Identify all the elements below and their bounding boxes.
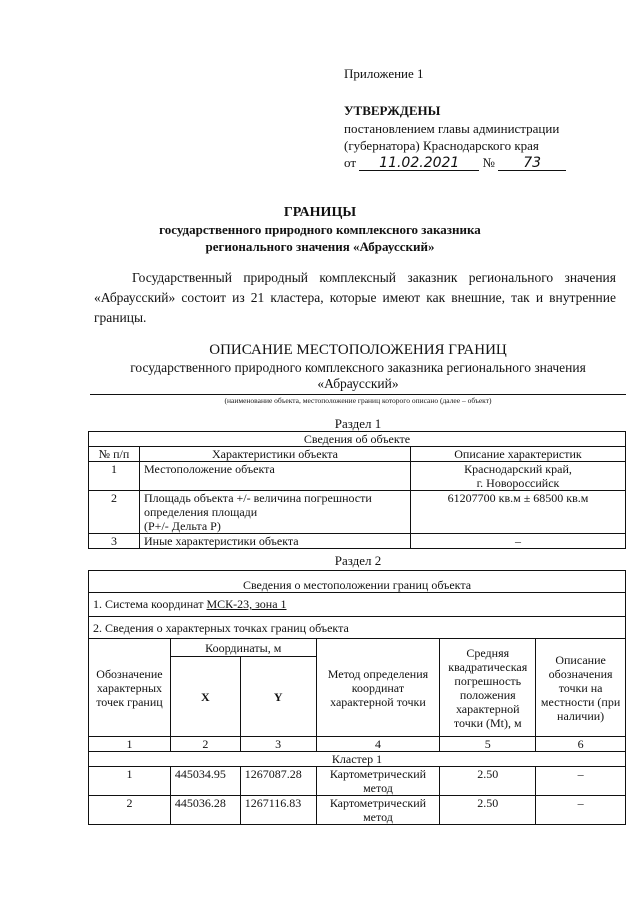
coord-system-value: МСК-23, зона 1 [206,597,287,611]
title-line-2: государственного природного комплексного заказника [159,222,481,237]
row-num: 3 [89,534,140,549]
row-description-line-2: г. Новороссийск [476,476,560,490]
point-method-line-1: Картометрический [329,767,427,781]
object-info-table-title: Сведения об объекте [89,432,626,447]
object-info-table [88,431,626,549]
title-line-1: ГРАНИЦЫ [283,205,357,220]
description-subtitle-line-2: «Абраусский» [317,376,399,391]
date-number-line [344,154,566,171]
col-number: 1 [89,737,171,752]
column-numbers-row [89,737,626,752]
description-subtitle [90,360,626,392]
point-y: 1267087.28 [240,767,316,796]
header-characteristic: Характеристики объекта [140,447,411,462]
number-prefix: № [482,155,495,170]
header-designation: Обозначение характерных точек границ [89,639,171,737]
col-number: 2 [170,737,240,752]
row-description-line-1: Краснодарский край, [464,462,572,476]
coord-system-row [89,593,626,617]
header-error: Средняя квадратическая погрешность положения характерной точки (Mt), м [440,639,536,737]
table-row [89,767,626,796]
point-location: – [536,796,626,825]
title-line-3: регионального значения «Абраусский» [205,239,435,254]
description-subtitle-line-1: государственного природного комплексного заказника регионального значения [130,360,586,375]
intro-paragraph: Государственный природный комплексный заказник регионального значения «Абраусский» состоит из 21 кластера, которые имеют как внешние, так и внутренние границы. [94,270,616,325]
col-number: 6 [536,737,626,752]
row-description [411,462,626,491]
header-method: Метод определения координат характерной точки [316,639,440,737]
approved-label: УТВЕРЖДЕНЫ [344,103,441,118]
col-number: 5 [440,737,536,752]
row-num: 2 [89,491,140,534]
point-method [316,767,440,796]
appendix-label: Приложение 1 [344,66,424,81]
cluster-label: Кластер 1 [89,752,626,767]
point-y: 1267116.83 [240,796,316,825]
row-characteristic [140,491,411,534]
points-title-row: 2. Сведения о характерных точках границ объекта [89,617,626,639]
point-error: 2.50 [440,767,536,796]
point-method-line-2: метод [363,781,393,795]
header-location: Описание обозначения точки на местности (при наличии) [536,639,626,737]
header-description: Описание характеристик [411,447,626,462]
section-1-label: Раздел 1 [334,416,382,431]
boundary-points-table [88,570,626,825]
table-row [89,491,626,534]
point-method-line-1: Картометрический [329,796,427,810]
resolution-line-2: (губернатора) Краснодарского края [344,138,539,153]
col-number: 3 [240,737,316,752]
table-row [89,462,626,491]
boundary-table-title: Сведения о местоположении границ объекта [89,571,626,593]
document-title [0,204,640,255]
row-characteristic-line-2: определения площади [144,505,258,519]
header-coords: Координаты, м [170,639,316,657]
header-num: № п/п [89,447,140,462]
description-caption: (наименование объекта, местоположение границ которого описано (далее – объект) [224,396,492,405]
point-x: 445034.95 [170,767,240,796]
point-method-line-2: метод [363,810,393,824]
point-method [316,796,440,825]
description-title: ОПИСАНИЕ МЕСТОПОЛОЖЕНИЯ ГРАНИЦ [209,342,507,358]
table-header-row [89,447,626,462]
row-characteristic: Иные характеристики объекта [140,534,411,549]
point-location: – [536,767,626,796]
table-row [89,796,626,825]
row-characteristic-line-1: Площадь объекта +/- величина погрешности [144,491,372,505]
table-row [89,534,626,549]
resolution-block [344,120,566,171]
description-underline [90,394,626,395]
coord-system-prefix: 1. Система координат [93,597,207,611]
resolution-line-1: постановлением главы администрации [344,121,560,136]
header-y: Y [240,657,316,737]
point-id: 2 [89,796,171,825]
row-description: – [411,534,626,549]
row-num: 1 [89,462,140,491]
handwritten-number: 73 [498,156,566,171]
point-id: 1 [89,767,171,796]
row-description: 61207700 кв.м ± 68500 кв.м [411,491,626,534]
col-number: 4 [316,737,440,752]
from-prefix: от [344,155,357,170]
header-x: X [170,657,240,737]
row-characteristic-line-3: (P+/- Дельта P) [144,519,221,533]
handwritten-date: 11.02.2021 [359,156,479,171]
point-x: 445036.28 [170,796,240,825]
section-2-label: Раздел 2 [334,553,382,568]
point-error: 2.50 [440,796,536,825]
row-characteristic: Местоположение объекта [140,462,411,491]
